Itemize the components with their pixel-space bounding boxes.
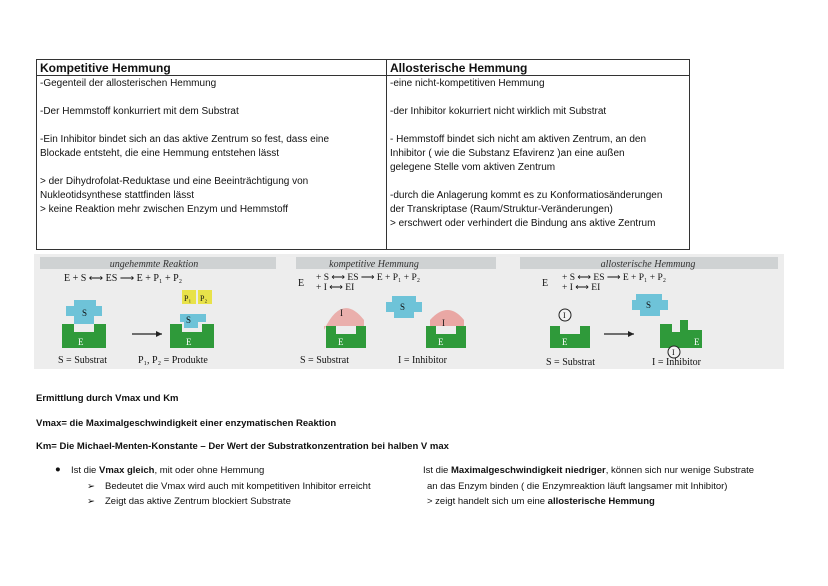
bullet-dot: ● bbox=[55, 464, 61, 475]
label-p1: P₁ bbox=[184, 294, 192, 303]
panel2-caption-s: S = Substrat bbox=[300, 355, 349, 366]
cell-line: -Gegenteil der allosterischen Hemmung bbox=[40, 78, 217, 89]
sub-bullet-1: Bedeutet die Vmax wird auch mit kompetitiven Inhibitor erreicht bbox=[105, 481, 371, 492]
panel2-caption-i: I = Inhibitor bbox=[398, 355, 447, 366]
label-i: I bbox=[442, 318, 445, 328]
label-s: S bbox=[82, 308, 88, 318]
cell-line: -Ein Inhibitor bindet sich an das aktive Zentrum so fest, dass eine bbox=[40, 134, 330, 145]
right-line-1 bbox=[423, 465, 754, 476]
panel3-equation-2: + I ⟷ EI bbox=[562, 283, 601, 293]
right-line-2: an das Enzym binden ( die Enzymreaktion läuft langsamer mit Inhibitor) bbox=[427, 481, 728, 492]
cell-line: gelegene Stelle vom aktiven Zentrum bbox=[390, 162, 556, 173]
panel3-enzyme-allosteric bbox=[550, 309, 590, 348]
panel1-enzyme-substrate bbox=[62, 300, 106, 348]
sub-bullet-2: Zeigt das aktive Zentrum blockiert Substrate bbox=[105, 496, 291, 507]
comparison-table bbox=[36, 59, 690, 250]
panel2-blocked-enzyme bbox=[386, 296, 466, 348]
label-e: E bbox=[186, 337, 192, 347]
cell-line: > der Dihydrofolat-Reduktase und eine Beeinträchtigung von bbox=[40, 176, 309, 187]
panel2-equation-1: + S ⟷ ES ⟶ E + P₁ + P₂ bbox=[316, 273, 421, 283]
bullet-text: , mit oder ohne Hemmung bbox=[154, 465, 265, 476]
bullet-text: Ist die bbox=[71, 465, 99, 476]
label-i: I bbox=[672, 348, 675, 357]
label-e: E bbox=[338, 337, 344, 347]
label-e: E bbox=[562, 337, 568, 347]
cell-line: > erschwert oder verhindert die Bindung ans aktive Zentrum bbox=[390, 218, 656, 229]
panel1-caption-s: S = Substrat bbox=[58, 355, 107, 366]
panel1-title: ungehemmte Reaktion bbox=[109, 259, 199, 270]
arrow-bullet: ➢ bbox=[87, 496, 95, 507]
cell-line: Inhibitor ( wie die Substanz Efavirenz )an eine außen bbox=[390, 148, 625, 159]
cell-line: Blockade entsteht, die eine Hemmung entstehen lässt bbox=[40, 148, 280, 159]
label-s: S bbox=[186, 315, 192, 325]
cell-line: -der Inhibitor kokurriert nicht wirklich mit Substrat bbox=[390, 106, 607, 117]
arrow-head bbox=[628, 331, 634, 337]
cell-line: - Hemmstoff bindet sich nicht am aktiven Zentrum, an den bbox=[390, 134, 647, 145]
arrow-head bbox=[156, 331, 162, 337]
inhibitor-shape bbox=[430, 310, 464, 326]
panel3-deformed-enzyme bbox=[632, 294, 702, 358]
panel3-caption-i: I = Inhibitor bbox=[652, 357, 701, 368]
header-allosterische: Allosterische Hemmung bbox=[386, 60, 689, 76]
right-text: Ist die bbox=[423, 465, 451, 476]
cell-gap bbox=[40, 91, 383, 105]
enzyme-inhibition-figure bbox=[34, 254, 784, 369]
enzyme-shape bbox=[550, 326, 590, 348]
km-definition: Km= Die Michael-Menten-Konstante – Der Wert der Substratkonzentration bei halben V max bbox=[36, 441, 449, 452]
label-i: I bbox=[563, 311, 566, 320]
panel1-caption-p: P₁, P₂ = Produkte bbox=[138, 355, 208, 366]
cell-line: -eine nicht-kompetitiven Hemmung bbox=[390, 78, 545, 89]
arrow-bullet: ➢ bbox=[87, 481, 95, 492]
cell-line: der Transkriptase (Raum/Struktur-Veränderungen) bbox=[390, 204, 613, 215]
label-p2: P₂ bbox=[200, 294, 208, 303]
panel1-equation: E + S ⟷ ES ⟶ E + P₁ + P₂ bbox=[64, 273, 183, 284]
panel2-title: kompetitive Hemmung bbox=[329, 259, 419, 270]
panel3-equation-1: + S ⟷ ES ⟶ E + P₁ + P₂ bbox=[562, 273, 667, 283]
panel2-enzyme-inhibitor bbox=[324, 308, 366, 348]
panel1-enzyme-product bbox=[170, 290, 214, 348]
bullet-vmax-gleich bbox=[71, 465, 264, 476]
cell-line: > keine Reaktion mehr zwischen Enzym und Hemmstoff bbox=[40, 204, 288, 215]
right-bold: Maximalgeschwindigkeit niedriger bbox=[451, 465, 606, 476]
right-text: , können sich nur wenige Substrate bbox=[605, 465, 755, 476]
cell-gap bbox=[40, 161, 383, 175]
cell-allosterische bbox=[386, 76, 689, 249]
enzyme-shape bbox=[426, 326, 466, 348]
enzyme-shape bbox=[326, 326, 366, 348]
label-s: S bbox=[646, 300, 652, 310]
panel3-e: E bbox=[542, 278, 549, 289]
cell-gap bbox=[40, 119, 383, 133]
cell-line: Nukleotidsynthese stattfinden lässt bbox=[40, 190, 194, 201]
panel2-e: E bbox=[298, 278, 305, 289]
enzyme-shape bbox=[62, 324, 106, 348]
label-e: E bbox=[78, 337, 84, 347]
label-i: I bbox=[340, 308, 343, 318]
bullet-bold: Vmax gleich bbox=[99, 465, 155, 476]
panel2-equation-2: + I ⟷ EI bbox=[316, 283, 355, 293]
cell-kompetitive bbox=[37, 76, 386, 249]
cell-gap bbox=[390, 175, 686, 189]
right-line-3 bbox=[427, 496, 655, 507]
label-s: S bbox=[400, 302, 406, 312]
vmax-definition: Vmax= die Maximalgeschwindigkeit einer enzymatischen Reaktion bbox=[36, 418, 337, 429]
panel3-caption-s: S = Substrat bbox=[546, 357, 595, 368]
right-bold: allosterische Hemmung bbox=[547, 496, 655, 507]
label-e: E bbox=[438, 337, 444, 347]
cell-gap bbox=[390, 91, 686, 105]
label-e: E bbox=[694, 337, 700, 347]
section-title: Ermittlung durch Vmax und Km bbox=[36, 393, 179, 404]
cell-line: -durch die Anlagerung kommt es zu Konformatiosänderungen bbox=[390, 190, 663, 201]
right-text: > zeigt handelt sich um eine bbox=[427, 496, 548, 507]
cell-line: -Der Hemmstoff konkurriert mit dem Substrat bbox=[40, 106, 239, 117]
header-kompetitive: Kompetitive Hemmung bbox=[37, 60, 386, 76]
cell-gap bbox=[390, 119, 686, 133]
panel3-title: allosterische Hemmung bbox=[600, 259, 696, 270]
